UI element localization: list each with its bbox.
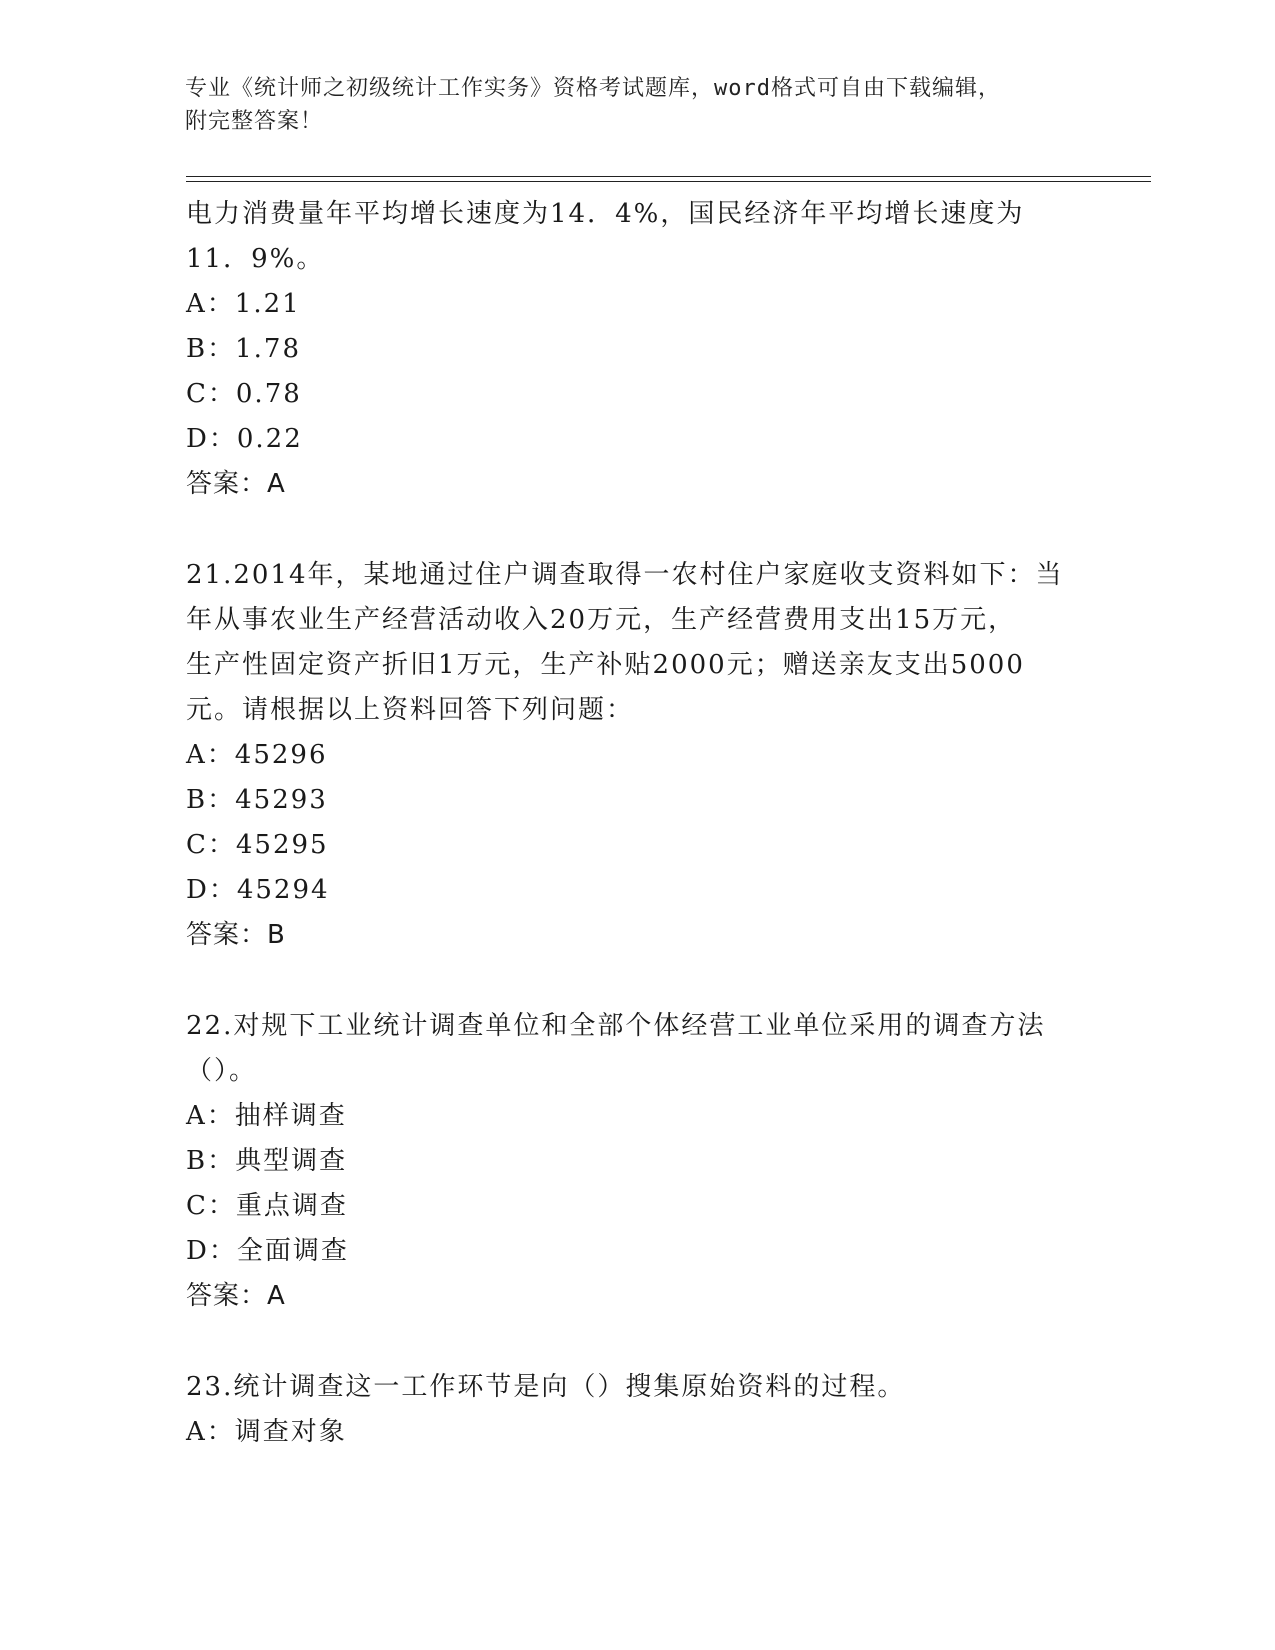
option-a: A：抽样调查 <box>186 1101 347 1131</box>
option-d: D：全面调查 <box>186 1236 349 1266</box>
option-c: C：0.78 <box>186 379 302 409</box>
option-a: A：1.21 <box>186 289 301 319</box>
option-d: D：45294 <box>186 875 330 905</box>
question-stem: 元。请根据以上资料回答下列问题： <box>186 695 635 725</box>
document-header <box>185 72 1085 138</box>
question-stem: 电力消费量年平均增长速度为14．4%，国民经济年平均增长速度为 <box>186 199 1025 229</box>
option-d: D：0.22 <box>186 424 303 454</box>
question-22 <box>186 1004 1106 1319</box>
question-stem: 21.2014年，某地通过住户调查取得一农村住户家庭收支资料如下：当 <box>186 560 1064 590</box>
question-stem: 生产性固定资产折旧1万元，生产补贴2000元；赠送亲友支出5000 <box>186 650 1025 680</box>
question-list <box>186 192 1106 1455</box>
answer-text: 答案：A <box>186 469 286 499</box>
question-stem: 年从事农业生产经营活动收入20万元，生产经营费用支出15万元， <box>186 605 1017 635</box>
header-line-2: 附完整答案！ <box>185 109 324 134</box>
option-b: B：45293 <box>186 785 328 815</box>
header-divider-top <box>186 176 1151 177</box>
question-23 <box>186 1365 1106 1455</box>
option-c: C：45295 <box>186 830 329 860</box>
spacer <box>186 507 1106 553</box>
spacer <box>186 958 1106 1004</box>
spacer <box>186 1319 1106 1365</box>
header-divider-bottom <box>186 181 1151 182</box>
answer-text: 答案：B <box>186 920 286 950</box>
option-b: B：典型调查 <box>186 1146 348 1176</box>
question-20 <box>186 192 1106 507</box>
answer-text: 答案：A <box>186 1281 286 1311</box>
header-line-1: 专业《统计师之初级统计工作实务》资格考试题库，word格式可自由下载编辑， <box>185 76 1001 101</box>
question-stem: （）。 <box>186 1056 258 1086</box>
option-b: B：1.78 <box>186 334 301 364</box>
question-stem: 11．9%。 <box>186 244 325 274</box>
question-21 <box>186 553 1106 958</box>
option-a: A：45296 <box>186 740 328 770</box>
question-stem: 22.对规下工业统计调查单位和全部个体经营工业单位采用的调查方法 <box>186 1011 1046 1041</box>
question-stem: 23.统计调查这一工作环节是向（）搜集原始资料的过程。 <box>186 1372 906 1402</box>
option-a: A：调查对象 <box>186 1417 347 1447</box>
option-c: C：重点调查 <box>186 1191 348 1221</box>
